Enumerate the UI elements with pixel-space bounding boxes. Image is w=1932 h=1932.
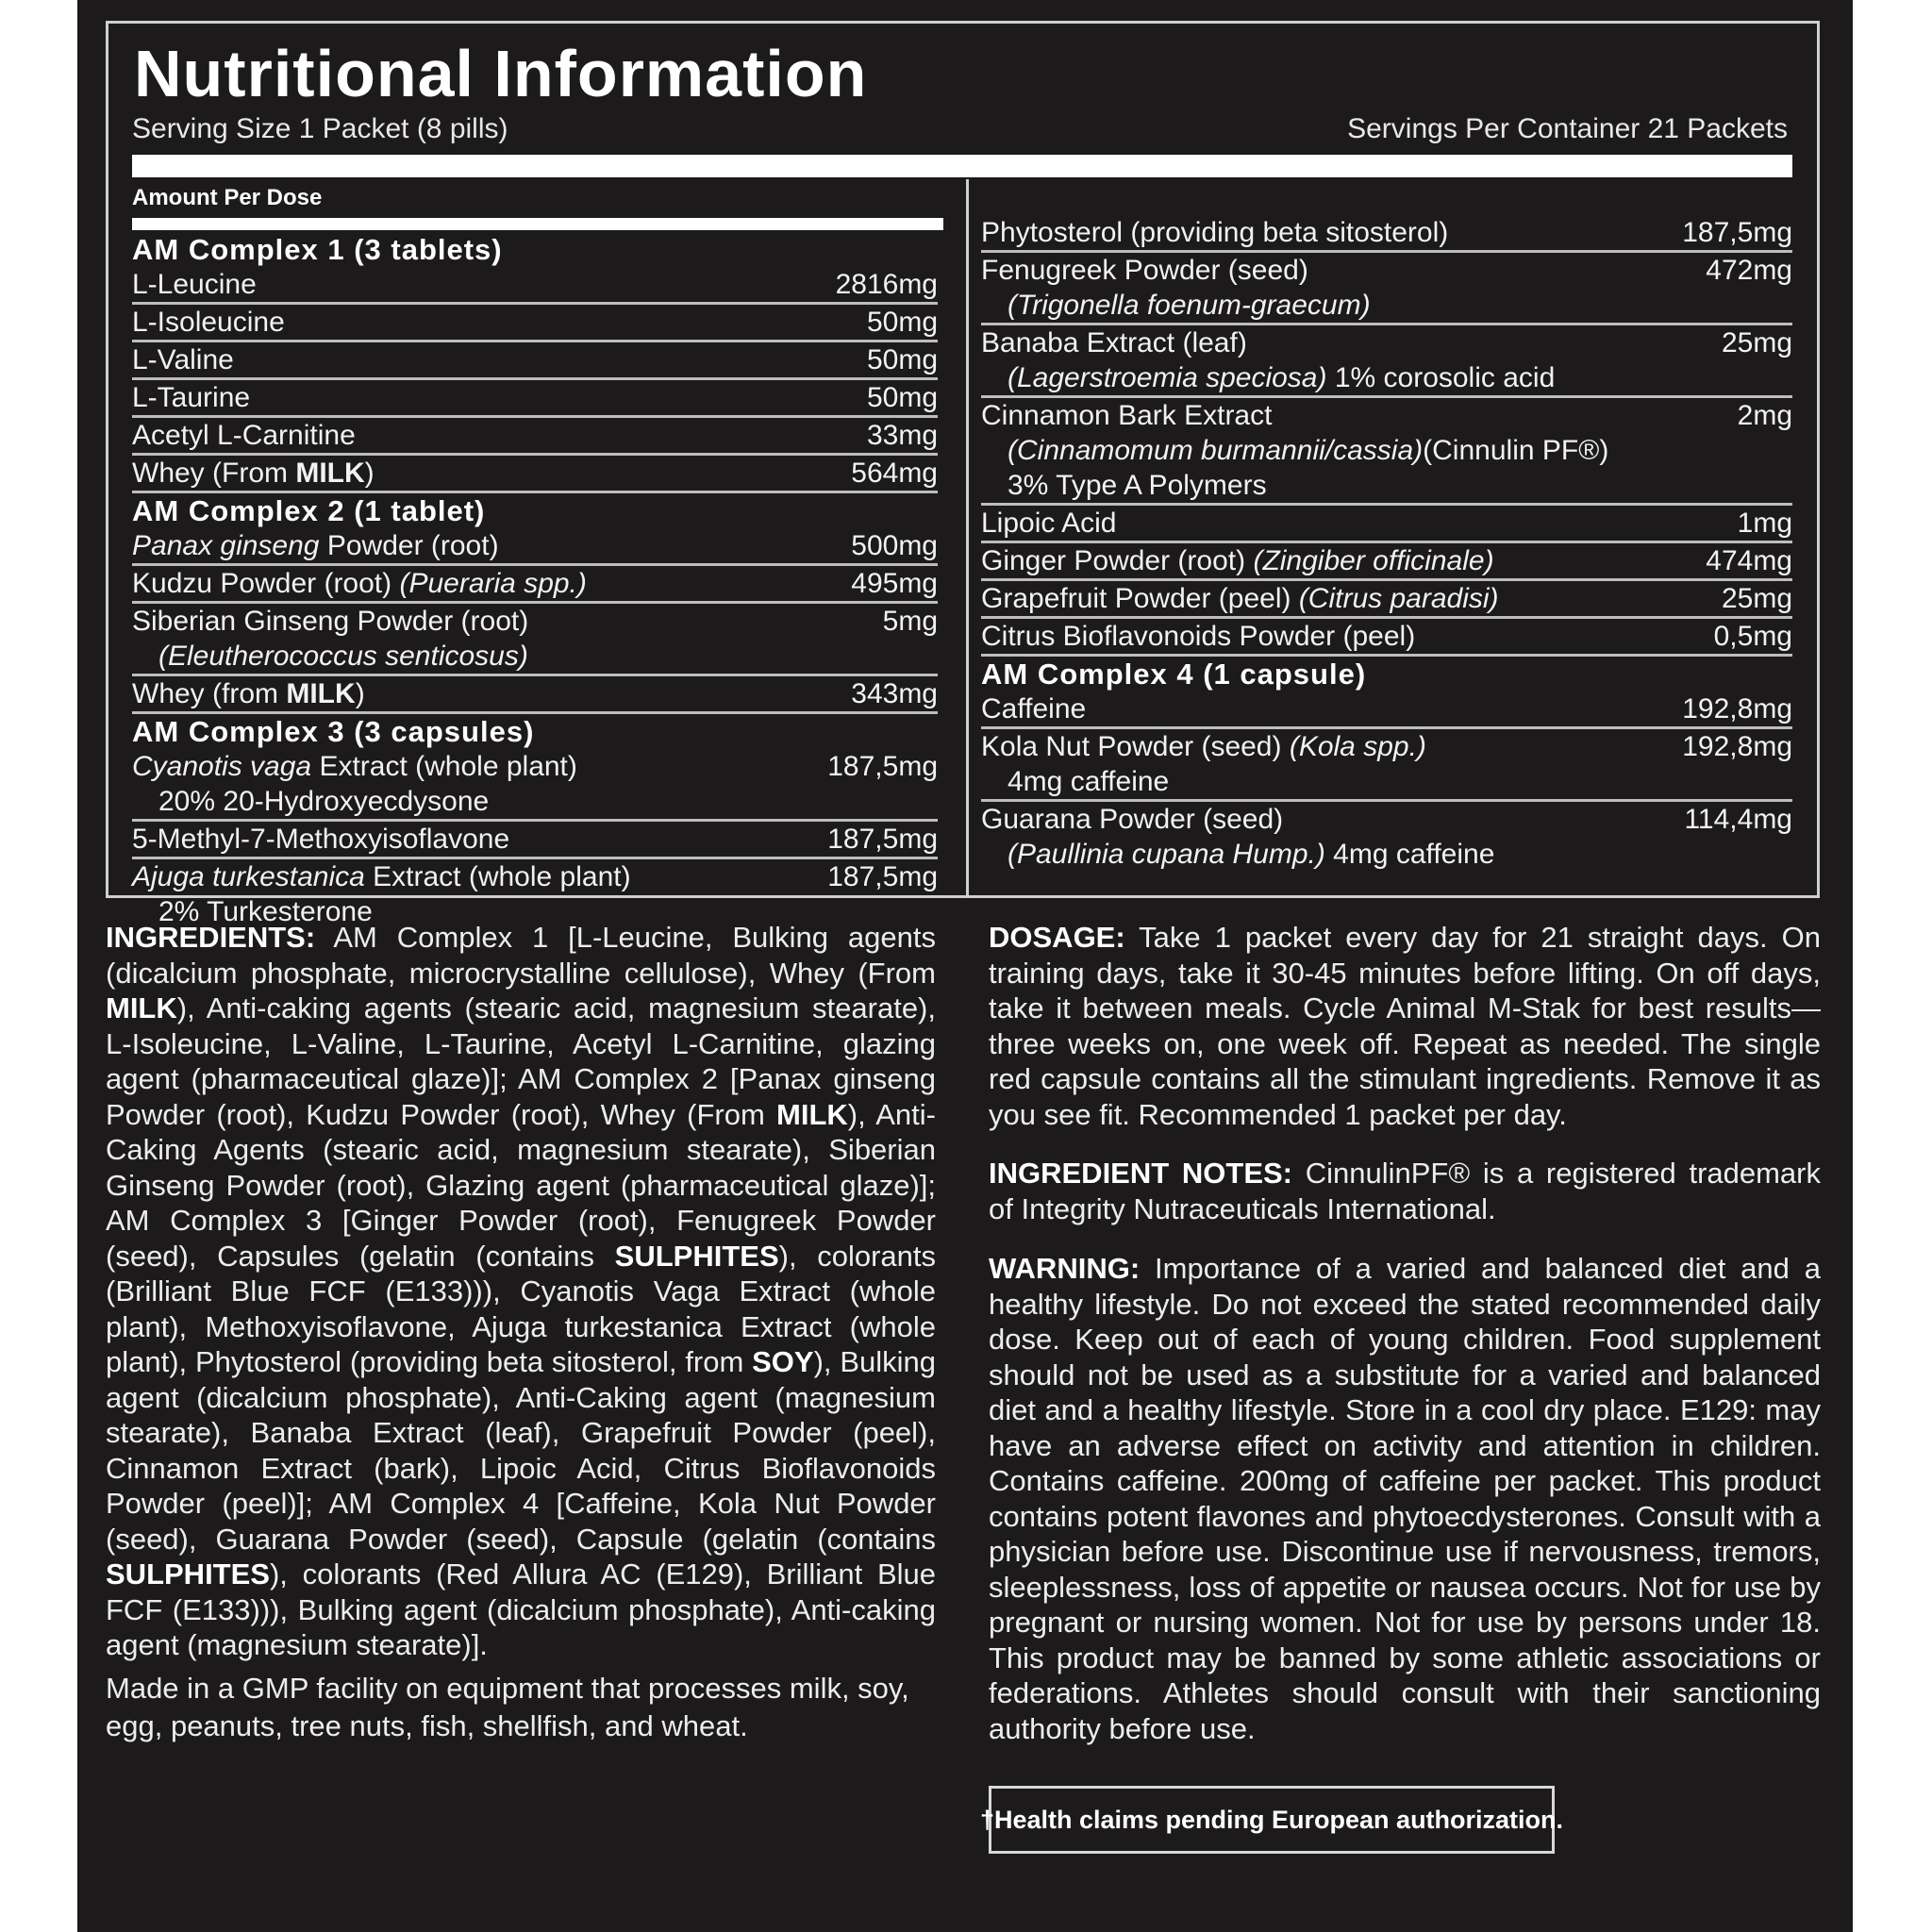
nutrient-row: Ajuga turkestanica Extract (whole plant) 187,5mg 2% Turkesterone <box>132 861 938 927</box>
nutrient-row: L-Taurine 50mg <box>132 380 938 418</box>
medium-divider <box>132 218 943 230</box>
notes-label: INGREDIENT NOTES: <box>989 1157 1292 1190</box>
nutrient-row: Whey (from MILK) 343mg <box>132 676 938 714</box>
nutrient-row: 5-Methyl-7-Methoxyisoflavone 187,5mg <box>132 822 938 859</box>
dosage-label: DOSAGE: <box>989 921 1125 954</box>
nutrient-row: Guarana Powder (seed) 114,4mg (Paullinia cupana Hump.) 4mg caffeine <box>981 804 1792 870</box>
nutrient-row: Fenugreek Powder (seed) 472mg (Trigonella foenum-graecum) <box>981 253 1792 325</box>
nutrient-row: L-Isoleucine 50mg <box>132 305 938 342</box>
allergen-statement: Made in a GMP facility on equipment that processes milk, soy, egg, peanuts, tree nuts, fish, shellfish, and wheat. <box>106 1672 909 1742</box>
servings-per-container: Servings Per Container 21 Packets <box>1347 113 1788 144</box>
nutrient-row: Cinnamon Bark Extract 2mg (Cinnamomum burmannii/cassia)(Cinnulin PF®) 3% Type A Polymers <box>981 398 1792 506</box>
nutrient-row: Panax ginseng Powder (root) 500mg <box>132 528 938 566</box>
group-heading: AM Complex 4 (1 capsule) <box>981 658 1367 691</box>
panel-title: Nutritional Information <box>134 37 868 110</box>
amount-per-dose-heading: Amount Per Dose <box>132 185 323 210</box>
ingredient-notes-text: INGREDIENT NOTES: CinnulinPF® is a registered trademark of Integrity Nutraceuticals International. <box>989 1157 1821 1225</box>
warning-text: WARNING: Importance of a varied and balanced diet and a healthy lifestyle. Do not exceed the stated recommended daily dose. Keep out of each of young children. Food supplement should not be used as a substitute for a varied and balanced diet and a healthy lifestyle. Store in a cool dry place. E129: may have an adverse effect on activity and attention in children. Contains caffeine. 200mg of caffeine per packet. This product contains potent flavones and phytoecdysterones. Consult with a physician before use. Discontinue use if nervousness, tremors, sleeplessness, loss of appetite or nausea occurs. Not for use by pregnant or nursing women. Not for use by persons under 18. This product may be banned by some athletic associations or federations. Athletes should consult with their sanctioning authority before use. <box>989 1252 1821 1745</box>
nutrient-row: Ginger Powder (root) (Zingiber officinale) 474mg <box>981 543 1792 581</box>
health-claim-box: †Health claims pending European authorization. <box>989 1786 1555 1854</box>
nutrient-row: L-Valine 50mg <box>132 342 938 380</box>
group-heading: AM Complex 2 (1 tablet) <box>132 494 486 527</box>
nutrient-row: Acetyl L-Carnitine 33mg <box>132 418 938 456</box>
right-column <box>981 215 1792 872</box>
nutrient-row: Citrus Bioflavonoids Powder (peel) 0,5mg <box>981 619 1792 657</box>
nutrient-row: Kola Nut Powder (seed) (Kola spp.) 192,8mg 4mg caffeine <box>981 729 1792 802</box>
nutrient-row: Phytosterol (providing beta sitosterol) 187,5mg <box>981 215 1792 253</box>
warning-label: WARNING: <box>989 1252 1141 1285</box>
column-divider <box>966 179 969 898</box>
ingredients-text: INGREDIENTS: AM Complex 1 [L-Leucine, Bulking agents (dicalcium phosphate, microcrystalline cellulose), Whey (From MILK), Anti-caking agents (stearic acid, magnesium stearate), L-Isoleucine, L-Valine, L-Taurine, Acetyl L-Carnitine, glazing agent (pharmaceutical glaze)]; AM Complex 2 [Panax ginseng Powder (root), Kudzu Powder (root), Whey (From MILK), Anti-Caking Agents (stearic acid, magnesium stearate), Siberian Ginseng Powder (root), Glazing agent (pharmaceutical glaze)]; AM Complex 3 [Ginger Powder (root), Fenugreek Powder (seed), Capsules (gelatin (contains SULPHITES), colorants (Brilliant Blue FCF (E133))), Cyanotis Vaga Extract (whole plant), Methoxyisoflavone, Ajuga turkestanica Extract (whole plant), Phytosterol (providing beta sitosterol, from SOY), Bulking agent (dicalcium phosphate), Anti-Caking agent (magnesium stearate), Banaba Extract (leaf), Grapefruit Powder (peel), Cinnamon Extract (bark), Lipoic Acid, Citrus Bioflavonoids Powder (peel)]; AM Complex 4 [Caffeine, Kola Nut Powder (seed), Guarana Powder (seed), Capsule (gelatin (contains SULPHITES), colorants (Red Allura AC (E129), Brilliant Blue FCF (E133))), Bulking agent (dicalcium phosphate), Anti-caking agent (magnesium stearate)]. <box>106 921 936 1661</box>
nutrient-row: Whey (From MILK) 564mg <box>132 456 938 493</box>
dosage-text: DOSAGE: Take 1 packet every day for 21 straight days. On training days, take it 30-45 minutes before lifting. On off days, take it between meals. Cycle Animal M-Stak for best results—three weeks on, one week off. Repeat as needed. The single red capsule contains all the stimulant ingredients. Remove it as you see fit. Recommended 1 packet per day. <box>989 921 1821 1131</box>
nutrient-row: Grapefruit Powder (peel) (Citrus paradisi) 25mg <box>981 581 1792 619</box>
ingredients-label: INGREDIENTS: <box>106 921 316 954</box>
nutrient-row: Kudzu Powder (root) (Pueraria spp.) 495mg <box>132 566 938 604</box>
nutrient-row: Siberian Ginseng Powder (root) 5mg (Eleutherococcus senticosus) <box>132 604 938 676</box>
group-heading: AM Complex 3 (3 capsules) <box>132 715 535 748</box>
thick-divider <box>132 155 1792 177</box>
nutrient-row: Caffeine 192,8mg <box>981 691 1792 729</box>
left-column <box>132 232 938 929</box>
nutrient-row: Lipoic Acid 1mg <box>981 506 1792 543</box>
nutrient-row: Banaba Extract (leaf) 25mg (Lagerstroemia speciosa) 1% corosolic acid <box>981 325 1792 398</box>
nutrient-row: L-Leucine 2816mg <box>132 267 938 305</box>
nutrient-row: Cyanotis vaga Extract (whole plant) 187,5mg 20% 20-Hydroxyecdysone <box>132 749 938 822</box>
group-heading: AM Complex 1 (3 tablets) <box>132 233 503 266</box>
serving-size: Serving Size 1 Packet (8 pills) <box>132 113 508 144</box>
